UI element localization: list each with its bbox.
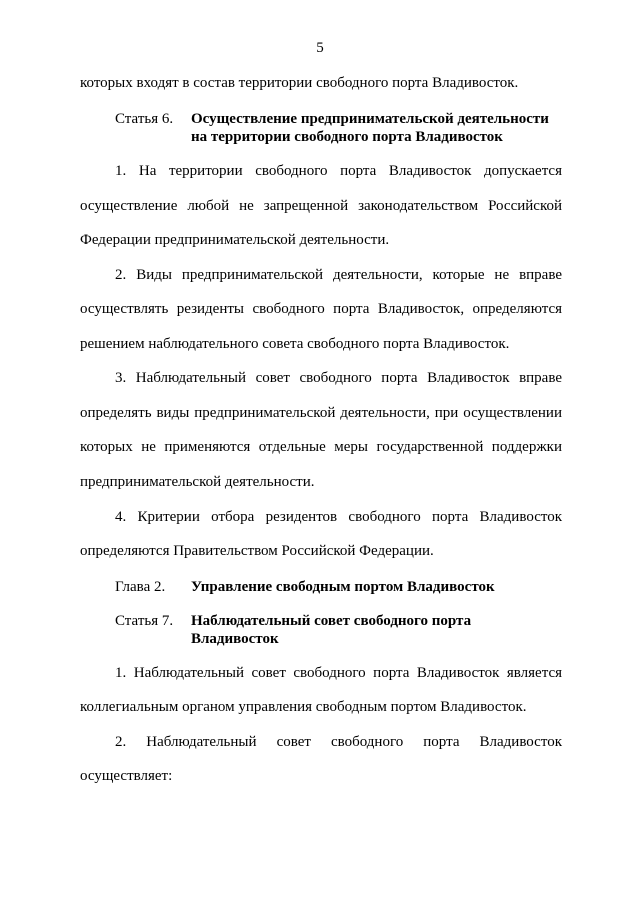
paragraph-3-line-3: которых не применяются отдельные меры государственной поддержки [80,439,562,455]
paragraph-4-line-1: 4. Критерии отбора резидентов свободного порта Владивосток [115,509,562,525]
paragraph-3-line-2: определять виды предпринимательской деятельности, при осуществлении [80,405,562,421]
paragraph-4-line-2: определяются Правительством Российской Федерации. [80,543,434,559]
article-7-label: Статья 7. [115,613,174,629]
paragraph-5-line-2: коллегиальным органом управления свободным портом Владивосток. [80,699,527,715]
article-6-title [191,110,571,146]
paragraph-2-line-1: 2. Виды предпринимательской деятельности, которые не вправе [115,267,562,283]
page-number: 5 [316,40,324,56]
chapter-2-heading [115,578,575,596]
chapter-2-title: Управление свободным портом Владивосток [191,579,495,595]
article-7-title-line-1: Наблюдательный совет свободного порта [191,613,472,629]
article-6-label: Статья 6. [115,111,174,127]
paragraph-3-line-4: предпринимательской деятельности. [80,474,315,490]
paragraph-5-line-1: 1. Наблюдательный совет свободного порта Владивосток является [115,665,562,681]
article-7-title [191,612,571,648]
article-7-title-line-2: Владивосток [191,631,279,647]
paragraph-1-line-1: 1. На территории свободного порта Владивосток допускается [115,163,562,179]
article-7-heading [115,612,575,648]
chapter-2-label: Глава 2. [115,579,166,595]
paragraph-2-line-2: осуществлять резиденты свободного порта Владивосток, определяются [80,301,562,317]
paragraph-2-line-3: решением наблюдательного совета свободного порта Владивосток. [80,336,510,352]
paragraph-3-line-1: 3. Наблюдательный совет свободного порта Владивосток вправе [115,370,562,386]
paragraph-1-line-3: Федерации предпринимательской деятельности. [80,232,390,248]
paragraph-6-line-1: 2. Наблюдательный совет свободного порта Владивосток [115,734,562,750]
paragraph-6-line-2: осуществляет: [80,768,173,784]
article-6-title-line-1: Осуществление предпринимательской деятельности [191,111,549,127]
paragraph-1-line-2: осуществление любой не запрещенной законодательством Российской [80,198,562,214]
article-6-title-line-2: на территории свободного порта Владивосток [191,129,503,145]
article-6-heading [115,110,575,146]
body-text-line: которых входят в состав территории свободного порта Владивосток. [80,75,519,91]
